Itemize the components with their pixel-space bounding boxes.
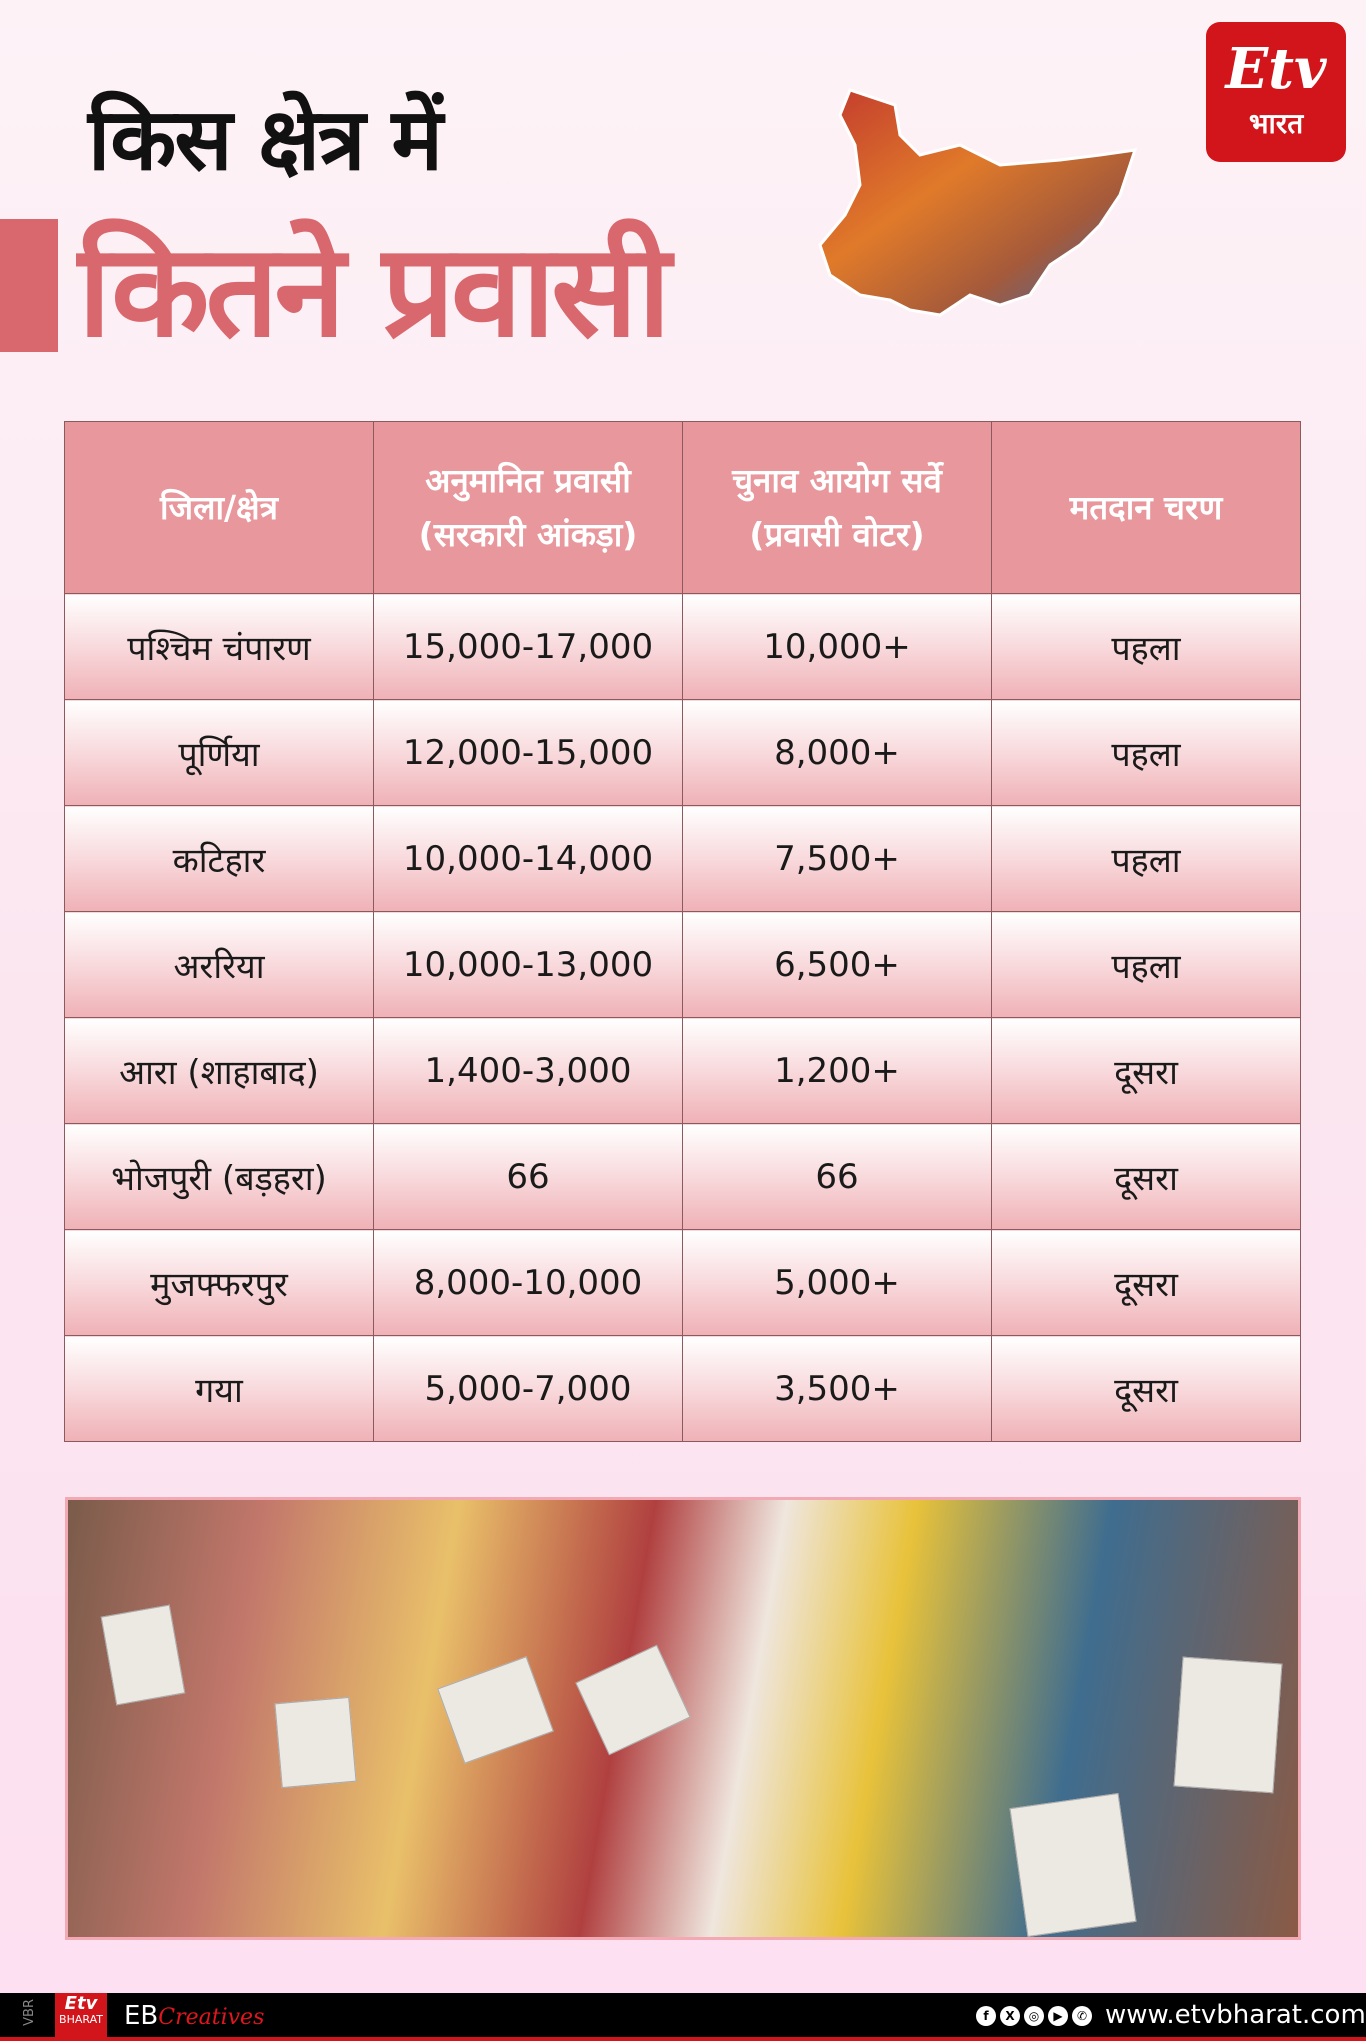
cell-voting-phase: पहला bbox=[992, 806, 1301, 912]
table-row bbox=[65, 1336, 1301, 1442]
cell-ec-survey: 3,500+ bbox=[683, 1336, 992, 1442]
header-voting-phase: मतदान चरण bbox=[992, 422, 1301, 594]
facebook-icon[interactable]: f bbox=[976, 2006, 996, 2026]
social-icons bbox=[976, 2006, 1092, 2026]
cell-district: कटिहार bbox=[65, 806, 374, 912]
cell-voting-phase: दूसरा bbox=[992, 1124, 1301, 1230]
cell-voting-phase: पहला bbox=[992, 594, 1301, 700]
cell-ec-survey: 1,200+ bbox=[683, 1018, 992, 1124]
instagram-icon[interactable]: ◎ bbox=[1024, 2006, 1044, 2026]
cell-district: पूर्णिया bbox=[65, 700, 374, 806]
cell-voting-phase: पहला bbox=[992, 912, 1301, 1018]
cell-ec-survey: 7,500+ bbox=[683, 806, 992, 912]
eb-creatives bbox=[124, 2001, 264, 2031]
table-row bbox=[65, 1124, 1301, 1230]
logo-etv-text: Etv bbox=[1225, 36, 1327, 102]
cell-district: गया bbox=[65, 1336, 374, 1442]
cell-voting-phase: दूसरा bbox=[992, 1018, 1301, 1124]
cell-district: भोजपुरी (बड़हरा) bbox=[65, 1124, 374, 1230]
cell-estimated-migrants: 10,000-13,000 bbox=[374, 912, 683, 1018]
title-line-1: किस क्षेत्र में bbox=[88, 90, 441, 190]
cell-district: मुजफ्फरपुर bbox=[65, 1230, 374, 1336]
title-accent-bar bbox=[0, 219, 58, 352]
table-row bbox=[65, 806, 1301, 912]
cell-ec-survey: 8,000+ bbox=[683, 700, 992, 806]
x-icon[interactable]: X bbox=[1000, 2006, 1020, 2026]
cell-ec-survey: 66 bbox=[683, 1124, 992, 1230]
cell-district: अररिया bbox=[65, 912, 374, 1018]
table-row bbox=[65, 1230, 1301, 1336]
vbr-text: VBR bbox=[22, 1999, 37, 2026]
table-header-row bbox=[65, 422, 1301, 594]
etv-bharat-logo bbox=[1206, 22, 1346, 162]
cell-estimated-migrants: 1,400-3,000 bbox=[374, 1018, 683, 1124]
cell-district: पश्चिम चंपारण bbox=[65, 594, 374, 700]
migrants-table bbox=[64, 421, 1301, 1442]
table-row bbox=[65, 594, 1301, 700]
table-row bbox=[65, 1018, 1301, 1124]
whatsapp-icon[interactable]: ✆ bbox=[1072, 2006, 1092, 2026]
footer-logo-text: BHARAT bbox=[59, 2013, 103, 2026]
header-district: जिला/क्षेत्र bbox=[65, 422, 374, 594]
bihar-map-image bbox=[800, 85, 1220, 385]
cell-ec-survey: 6,500+ bbox=[683, 912, 992, 1018]
cell-estimated-migrants: 10,000-14,000 bbox=[374, 806, 683, 912]
eb-text: EB bbox=[124, 2001, 159, 2031]
cell-voting-phase: पहला bbox=[992, 700, 1301, 806]
table-row bbox=[65, 912, 1301, 1018]
logo-bharat-text: भारत bbox=[1248, 107, 1304, 140]
voters-photo bbox=[65, 1497, 1301, 1940]
table-row bbox=[65, 700, 1301, 806]
footer-logo: Etv BHARAT bbox=[55, 1993, 107, 2037]
title-line-2: कितने प्रवासी bbox=[78, 217, 667, 366]
header-ec-survey: चुनाव आयोग सर्वे (प्रवासी वोटर) bbox=[683, 422, 992, 594]
header-estimated-migrants: अनुमानित प्रवासी (सरकारी आंकड़ा) bbox=[374, 422, 683, 594]
cell-voting-phase: दूसरा bbox=[992, 1230, 1301, 1336]
youtube-icon[interactable]: ▶ bbox=[1048, 2006, 1068, 2026]
cell-voting-phase: दूसरा bbox=[992, 1336, 1301, 1442]
cell-estimated-migrants: 8,000-10,000 bbox=[374, 1230, 683, 1336]
cell-district: आरा (शाहाबाद) bbox=[65, 1018, 374, 1124]
creatives-text: Creatives bbox=[158, 2005, 265, 2030]
cell-estimated-migrants: 66 bbox=[374, 1124, 683, 1230]
cell-estimated-migrants: 12,000-15,000 bbox=[374, 700, 683, 806]
footer bbox=[0, 1993, 1366, 2041]
cell-estimated-migrants: 15,000-17,000 bbox=[374, 594, 683, 700]
cell-ec-survey: 5,000+ bbox=[683, 1230, 992, 1336]
cell-estimated-migrants: 5,000-7,000 bbox=[374, 1336, 683, 1442]
cell-ec-survey: 10,000+ bbox=[683, 594, 992, 700]
website-link[interactable]: www.etvbharat.com bbox=[1105, 2000, 1366, 2030]
